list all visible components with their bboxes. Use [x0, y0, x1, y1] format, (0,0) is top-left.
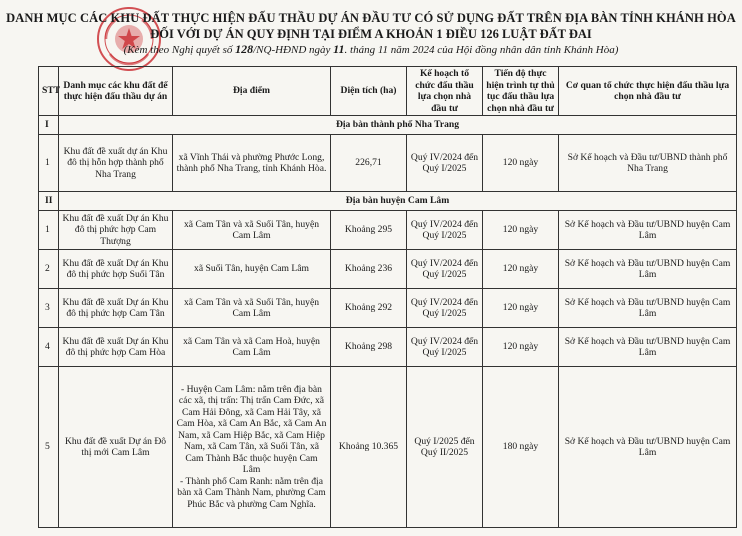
- table-row: [39, 328, 737, 367]
- section-title: Địa bàn huyện Cam Lâm: [59, 192, 737, 211]
- cell-progress: 120 ngày: [483, 211, 559, 250]
- cell-stt: 1: [39, 135, 59, 192]
- cell-plan: Quý IV/2024 đến Quý I/2025: [407, 250, 483, 289]
- subtitle-prefix: (Kèm theo Nghị quyết số: [123, 44, 233, 56]
- header-plan: Kế hoạch tổ chức đấu thầu lựa chọn nhà đầu tư: [407, 67, 483, 116]
- table-row: [39, 135, 737, 192]
- cell-area: 226,71: [331, 135, 407, 192]
- header-stt: STT: [39, 67, 59, 116]
- header-progress: Tiến độ thực hiện trình tự thủ tục đấu thầu lựa chọn nhà đầu tư: [483, 67, 559, 116]
- cell-area: Khoảng 292: [331, 289, 407, 328]
- cell-plan: Quý I/2025 đến Quý II/2025: [407, 367, 483, 528]
- cell-progress: 180 ngày: [483, 367, 559, 528]
- document-title-line1: DANH MỤC CÁC KHU ĐẤT THỰC HIỆN ĐẤU THẦU DỰ ÁN ĐẦU TƯ CÓ SỬ DỤNG ĐẤT TRÊN ĐỊA BÀN TỈNH KHÁNH HÒA: [6, 11, 736, 25]
- cell-agency: Sở Kế hoạch và Đầu tư/UBND huyện Cam Lâm: [559, 328, 737, 367]
- cell-area: Khoảng 236: [331, 250, 407, 289]
- cell-agency: Sở Kế hoạch và Đầu tư/UBND huyện Cam Lâm: [559, 289, 737, 328]
- table-row: [39, 250, 737, 289]
- cell-plan: Quý IV/2024 đến Quý I/2025: [407, 211, 483, 250]
- section-row: [39, 116, 737, 135]
- document-title-line2: ĐỐI VỚI DỰ ÁN QUY ĐỊNH TẠI ĐIỂM A KHOẢN 1 ĐIỀU 126 LUẬT ĐẤT ĐAI: [150, 27, 592, 41]
- cell-location: xã Cam Tân và xã Suối Tân, huyện Cam Lâm: [173, 211, 331, 250]
- cell-name: Khu đất đề xuất Dự án Khu đô thị phức hợp Cam Thượng: [59, 211, 173, 250]
- cell-area: Khoảng 10.365: [331, 367, 407, 528]
- land-plot-table: [38, 66, 737, 528]
- cell-agency: Sở Kế hoạch và Đầu tư/UBND huyện Cam Lâm: [559, 367, 737, 528]
- cell-name: Khu đất đề xuất Dự án Đô thị mới Cam Lâm: [59, 367, 173, 528]
- cell-location: xã Cam Tân và xã Suối Tân, huyện Cam Lâm: [173, 289, 331, 328]
- cell-location: xã Cam Tân và xã Cam Hoà, huyện Cam Lâm: [173, 328, 331, 367]
- document-header: [0, 10, 742, 58]
- cell-stt: 4: [39, 328, 59, 367]
- document-subtitle: [0, 42, 742, 58]
- cell-progress: 120 ngày: [483, 135, 559, 192]
- cell-agency: Sở Kế hoạch và Đầu tư/UBND huyện Cam Lâm: [559, 211, 737, 250]
- header-agency: Cơ quan tổ chức thực hiện đấu thầu lựa chọn nhà đầu tư: [559, 67, 737, 116]
- subtitle-mid: /NQ-HĐND ngày: [253, 44, 331, 56]
- cell-plan: Quý IV/2024 đến Quý I/2025: [407, 328, 483, 367]
- cell-name: Khu đất đề xuất Dự án Khu đô thị phức hợp Cam Hòa: [59, 328, 173, 367]
- subtitle-suffix: . tháng 11 năm 2024 của Hội đồng nhân dân tỉnh Khánh Hòa): [344, 44, 619, 56]
- cell-location: xã Vĩnh Thái và phường Phước Long, thành phố Nha Trang, tỉnh Khánh Hòa.: [173, 135, 331, 192]
- section-title: Địa bàn thành phố Nha Trang: [59, 116, 737, 135]
- cell-location: xã Suối Tân, huyện Cam Lâm: [173, 250, 331, 289]
- cell-plan: Quý IV/2024 đến Quý I/2025: [407, 135, 483, 192]
- section-roman: I: [39, 116, 59, 135]
- cell-name: Khu đất đề xuất Dự án Khu đô thị phức hợp Cam Tân: [59, 289, 173, 328]
- cell-area: Khoảng 295: [331, 211, 407, 250]
- cell-stt: 3: [39, 289, 59, 328]
- resolution-number: 128: [235, 42, 254, 56]
- cell-name: Khu đất đề xuất Dự án Khu đô thị phức hợp Suối Tân: [59, 250, 173, 289]
- cell-plan: Quý IV/2024 đến Quý I/2025: [407, 289, 483, 328]
- cell-location: - Huyện Cam Lâm: nằm trên địa bàn các xã, thị trấn: Thị trấn Cam Đức, xã Cam Hải Đông, xã Cam Hải Tây, xã Cam Hòa, xã Cam An Bắc, xã Cam An Nam, xã Cam Hiệp Bắc, xã Cam Hiệp Nam, xã Cam Tân, xã Suối Tân, xã Cam Thành Bắc thuộc huyện Cam Lâm - Thành phố Cam Ranh: nằm trên địa bàn xã Cam Thành Nam, phường Cam Phúc Bắc và phường Cam Nghĩa.: [173, 367, 331, 528]
- cell-progress: 120 ngày: [483, 289, 559, 328]
- table-row: [39, 289, 737, 328]
- cell-progress: 120 ngày: [483, 250, 559, 289]
- cell-agency: Sở Kế hoạch và Đầu tư/UBND huyện Cam Lâm: [559, 250, 737, 289]
- header-location: Địa điểm: [173, 67, 331, 116]
- cell-progress: 120 ngày: [483, 328, 559, 367]
- cell-stt: 2: [39, 250, 59, 289]
- cell-stt: 1: [39, 211, 59, 250]
- header-area: Diện tích (ha): [331, 67, 407, 116]
- resolution-day: 11: [333, 42, 345, 56]
- section-roman: II: [39, 192, 59, 211]
- header-name: Danh mục các khu đất để thực hiện đấu thầu dự án: [59, 67, 173, 116]
- cell-area: Khoảng 298: [331, 328, 407, 367]
- cell-stt: 5: [39, 367, 59, 528]
- table-header-row: [39, 67, 737, 116]
- table-row: [39, 211, 737, 250]
- section-row: [39, 192, 737, 211]
- table-row: [39, 367, 737, 528]
- cell-name: Khu đất đề xuất dự án Khu đô thị hỗn hợp thành phố Nha Trang: [59, 135, 173, 192]
- cell-agency: Sở Kế hoạch và Đầu tư/UBND thành phố Nha Trang: [559, 135, 737, 192]
